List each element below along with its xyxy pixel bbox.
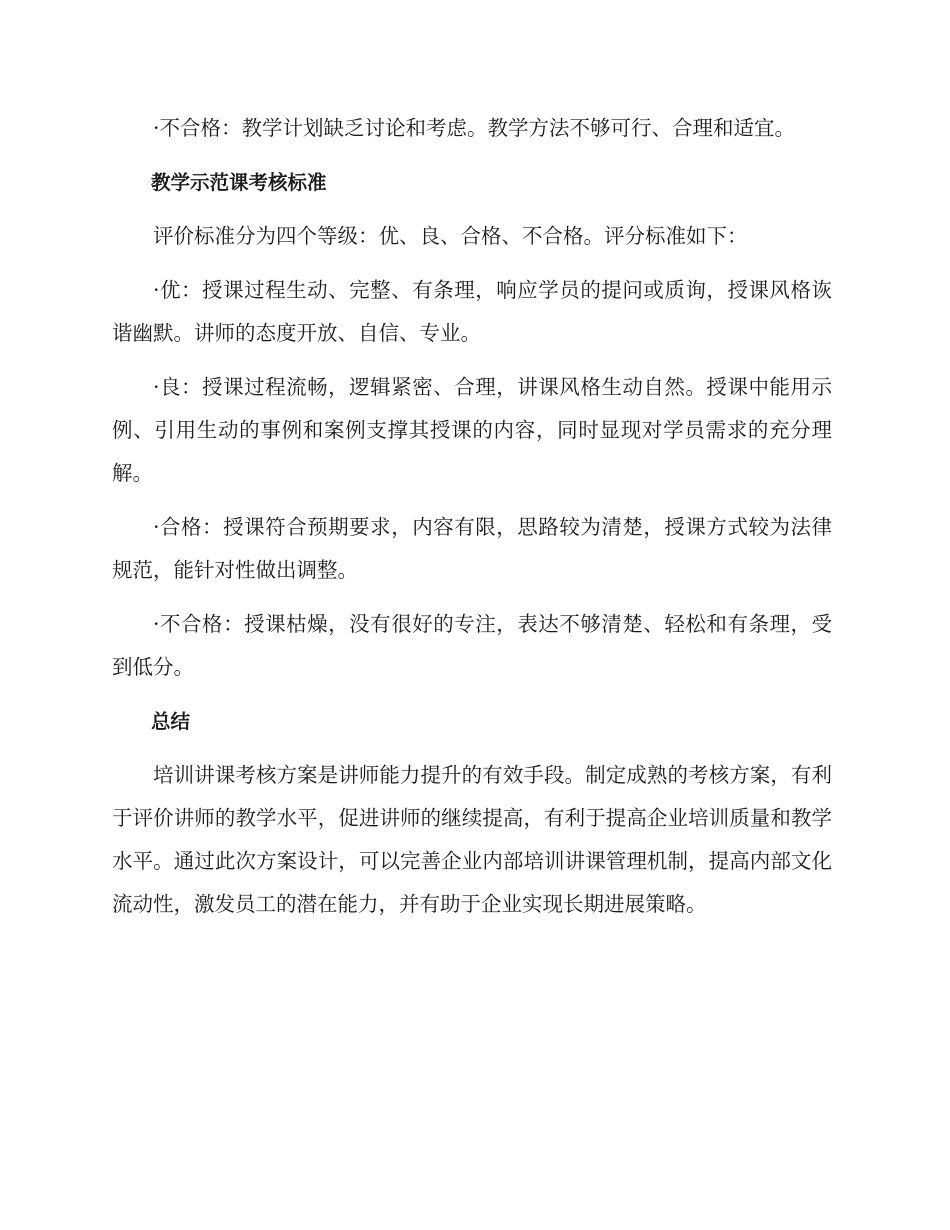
fail-criteria-teaching-plan-paragraph: ·不合格：教学计划缺乏讨论和考虑。教学方法不够可行、合理和适宜。 xyxy=(153,116,796,140)
pass-criteria-paragraph: ·合格：授课符合预期要求，内容有限，思路较为清楚，授课方式较为法律规范，能针对性做出调整。 xyxy=(112,515,832,582)
fail-criteria-lecture-paragraph: ·不合格：授课枯燥，没有很好的专注，表达不够清楚、轻松和有条理，受到低分。 xyxy=(112,612,832,679)
summary-paragraph: 培训讲课考核方案是讲师能力提升的有效手段。制定成熟的考核方案，有利于评价讲师的教学水平，促进讲师的继续提高，有利于提高企业培训质量和教学水平。通过此次方案设计，可以完善企业内部培训讲课管理机制，提高内部文化流动性，激发员工的潜在能力，并有助于企业实现长期进展策略。 xyxy=(112,763,832,916)
grading-levels-paragraph: 评价标准分为四个等级：优、良、合格、不合格。评分标准如下： xyxy=(153,224,748,248)
excellent-criteria-paragraph: ·优：授课过程生动、完整、有条理，响应学员的提问或质询，授课风格诙谐幽默。讲师的态度开放、自信、专业。 xyxy=(112,278,832,345)
demo-class-standard-heading: 教学示范课考核标准 xyxy=(151,171,327,194)
good-criteria-paragraph: ·良：授课过程流畅，逻辑紧密、合理，讲课风格生动自然。授课中能用示例、引用生动的事例和案例支撑其授课的内容，同时显现对学员需求的充分理解。 xyxy=(112,375,832,485)
document-page xyxy=(112,107,832,937)
summary-heading: 总结 xyxy=(151,710,191,733)
